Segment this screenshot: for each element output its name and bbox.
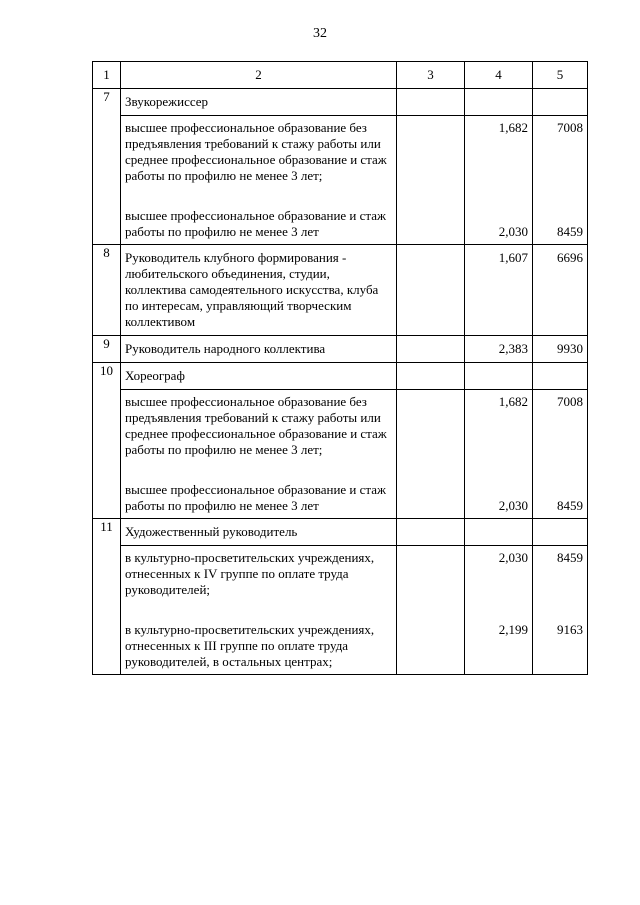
table-row: [93, 116, 588, 245]
coefficient-value: 2,199: [498, 622, 528, 637]
header-col-2: 2: [121, 62, 397, 89]
requirement-line: высшее профессиональное образование и стаж работы по профилю не менее 3 лет: [125, 482, 386, 513]
row-number: 7: [93, 89, 121, 245]
salary-value: 7008: [557, 120, 583, 135]
header-col-4: 4: [465, 62, 533, 89]
col3-cell: [397, 390, 465, 519]
coefficient-value: 1,682: [498, 394, 528, 409]
table-row: [93, 519, 588, 546]
col3-cell: [397, 336, 465, 363]
requirement-line: высшее профессиональное образование без предъявления требований к стажу работы или среднее профессиональное образование и стаж работы по профилю не менее 3 лет;: [125, 394, 387, 457]
header-col-1: 1: [93, 62, 121, 89]
salary-cell: [533, 89, 588, 116]
position-title: Руководитель клубного формирования - любительского объединения, студии, коллектива самодеятельного искусства, клуба по интересам, управляющий творческим коллективом: [121, 245, 397, 336]
requirement-line: высшее профессиональное образование и стаж работы по профилю не менее 3 лет: [125, 208, 386, 239]
position-title: Хореограф: [121, 363, 397, 390]
coefficient-cell: [465, 519, 533, 546]
position-title: Звукорежиссер: [121, 89, 397, 116]
salary-table: [92, 61, 588, 675]
row-number: 8: [93, 245, 121, 336]
coefficient-value: 2,030: [498, 224, 528, 239]
coefficient-cell: 2,383: [465, 336, 533, 363]
header-col-5: 5: [533, 62, 588, 89]
table-row: [93, 363, 588, 390]
requirement-line: в культурно-просветительских учреждениях, отнесенных к III группе по оплате труда руководителей, в остальных центрах;: [125, 622, 375, 669]
coefficient-cell: [465, 363, 533, 390]
row-number: 10: [93, 363, 121, 519]
position-title: Художественный руководитель: [121, 519, 397, 546]
salary-cell: 9930: [533, 336, 588, 363]
requirement-line: высшее профессиональное образование без предъявления требований к стажу работы или среднее профессиональное образование и стаж работы по профилю не менее 3 лет;: [125, 120, 387, 183]
salary-value: 7008: [557, 394, 583, 409]
table-row: [93, 336, 588, 363]
coefficient-value: 2,030: [498, 550, 528, 565]
salary-value: 8459: [557, 224, 583, 239]
col3-cell: [397, 546, 465, 675]
col3-cell: [397, 519, 465, 546]
coefficient-cell: [465, 89, 533, 116]
table-row: [93, 546, 588, 675]
col3-cell: [397, 363, 465, 390]
col3-cell: [397, 245, 465, 336]
coefficient-cell: [465, 546, 533, 675]
salary-cell: [533, 116, 588, 245]
salary-value: 9163: [557, 622, 583, 637]
row-number: 9: [93, 336, 121, 363]
requirements-cell: [121, 546, 397, 675]
requirement-line: в культурно-просветительских учреждениях, отнесенных к IV группе по оплате труда руководителей;: [125, 550, 375, 597]
coefficient-cell: 1,607: [465, 245, 533, 336]
table-row: [93, 89, 588, 116]
coefficient-cell: [465, 116, 533, 245]
header-col-3: 3: [397, 62, 465, 89]
salary-value: 8459: [557, 550, 583, 565]
salary-cell: 6696: [533, 245, 588, 336]
table-header-row: [93, 62, 588, 89]
requirements-cell: [121, 390, 397, 519]
coefficient-value: 2,030: [498, 498, 528, 513]
page-number: 32: [313, 26, 327, 41]
row-number: 11: [93, 519, 121, 675]
salary-cell: [533, 546, 588, 675]
coefficient-value: 1,682: [498, 120, 528, 135]
table-row: [93, 245, 588, 336]
salary-value: 8459: [557, 498, 583, 513]
requirements-cell: [121, 116, 397, 245]
coefficient-cell: [465, 390, 533, 519]
salary-cell: [533, 390, 588, 519]
position-title: Руководитель народного коллектива: [121, 336, 397, 363]
col3-cell: [397, 116, 465, 245]
salary-cell: [533, 363, 588, 390]
table-row: [93, 390, 588, 519]
col3-cell: [397, 89, 465, 116]
salary-cell: [533, 519, 588, 546]
